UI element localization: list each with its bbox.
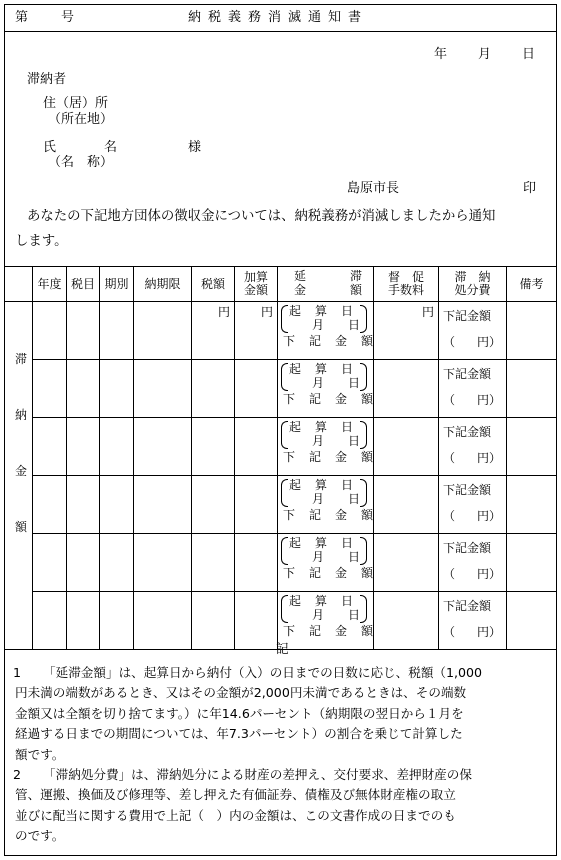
disp-paren-open: （ [443,567,456,581]
side-label-char: 納 [15,408,28,422]
note-line: 経過する日までの期間については、年7.3パーセント）の割合を乗じて計算した [15,726,463,742]
header-addition-l1: 加算 [243,270,268,284]
cell-due-date [134,302,192,360]
enc-start-date: 起 算 日 [289,362,355,376]
date-year: 年 [434,47,448,62]
header-demand-l2: 手数料 [387,283,424,297]
disp-paren-close: 円） [477,335,502,349]
cell-demand-fee [374,418,439,476]
disp-paren-open: （ [443,393,456,407]
cell-addition [235,302,278,360]
date-month: 月 [478,47,492,62]
doc-number-suffix: 号 [61,10,75,25]
cell-addition [235,360,278,418]
disp-paren-open: （ [443,625,456,639]
table-row [5,476,557,534]
cell-addition [235,476,278,534]
disp-amount-below: 下記金額 [443,541,492,555]
side-label-char: 滞 [15,352,28,366]
cell-year [33,592,67,650]
right-bracket [360,537,367,565]
cell-remarks [507,418,557,476]
note-line: 並びに配当に関する費用で上記（ ）内の金額は、この文書作成の日までのも [15,807,456,823]
seal-mark: 印 [523,181,537,196]
table-header-row [5,267,557,302]
cell-disposition-cost [439,476,507,534]
enc-amount-below: 下 記 金 額 [283,566,375,580]
disp-paren-close: 円） [477,567,502,581]
cell-remarks [507,302,557,360]
header-disp-l1: 滞 納 [454,270,491,284]
disp-paren-open: （ [443,335,456,349]
yen-unit: 円 [421,305,434,319]
cell-year [33,418,67,476]
header-due-date: 納期限 [134,267,192,302]
cell-delinquency [278,360,374,418]
cell-year [33,534,67,592]
notice-text-line1: あなたの下記地方団体の徴収金については、納税義務が消滅しましたから通知 [27,209,496,224]
enc-month-day: 月 日 [312,434,361,448]
cell-tax-item [67,592,100,650]
cell-delinquency [278,476,374,534]
header-demand-l1: 督 促 [387,270,424,284]
enc-month-day: 月 日 [312,550,361,564]
cell-installment [100,360,134,418]
header-delinq-2b: 額 [350,283,363,297]
notes-heading: 記 [276,641,289,656]
right-bracket [360,305,367,333]
header-installment: 期別 [100,267,134,302]
cell-year [33,360,67,418]
cell-delinquency [278,302,374,360]
cell-year [33,476,67,534]
cell-disposition-cost [439,418,507,476]
cell-tax-item [67,476,100,534]
note-line: 円未満の端数があるとき、又はその金額が2,000円未満であるときは、その端数 [15,685,467,701]
left-bracket [281,421,288,449]
cell-disposition-cost [439,534,507,592]
name-label-right: 名 [104,140,118,155]
note-line: 額です。 [15,746,65,762]
cell-addition [235,534,278,592]
cell-tax-amount [192,360,235,418]
enc-start-date: 起 算 日 [289,420,355,434]
header-blank [5,267,33,302]
delinquency-table [4,266,557,650]
issuer-name: 島原市長 [347,181,400,196]
document-title: 納税義務消滅通知書 [188,10,369,25]
right-bracket [360,421,367,449]
disp-paren-close: 円） [477,393,502,407]
header-year: 年度 [33,267,67,302]
left-bracket [281,537,288,565]
cell-installment [100,302,134,360]
note-number: 2 [13,767,22,782]
enc-start-date: 起 算 日 [289,478,355,492]
note-line: 管、運搬、換価及び修理等、差し押えた有価証券、債権及び無体財産権の取立 [15,787,456,803]
enc-amount-below: 下 記 金 額 [283,624,375,638]
cell-tax-item [67,418,100,476]
cell-tax-amount [192,534,235,592]
cell-year [33,302,67,360]
table-row [5,302,557,360]
header-delinq-1a: 延 [294,269,307,283]
enc-month-day: 月 日 [312,376,361,390]
enc-amount-below: 下 記 金 額 [283,334,375,348]
enc-month-day: 月 日 [312,492,361,506]
enc-amount-below: 下 記 金 額 [283,508,375,522]
cell-tax-amount [192,418,235,476]
header-row [5,5,556,32]
table-row [5,534,557,592]
left-bracket [281,595,288,623]
cell-due-date [134,360,192,418]
cell-remarks [507,534,557,592]
cell-disposition-cost [439,302,507,360]
enc-start-date: 起 算 日 [289,304,355,318]
cell-tax-amount [192,476,235,534]
disp-paren-close: 円） [477,509,502,523]
enc-start-date: 起 算 日 [289,594,355,608]
cell-demand-fee [374,592,439,650]
doc-number-prefix: 第 [15,10,29,25]
address-sub-label: （所在地） [48,112,114,127]
honorific: 様 [188,140,202,155]
disp-paren-open: （ [443,509,456,523]
address-label: 住（居）所 [43,96,109,111]
header-delinquency [278,267,374,302]
header-demand-fee [374,267,439,302]
disp-amount-below: 下記金額 [443,367,492,381]
addressee-role: 滞納者 [27,72,67,87]
disp-amount-below: 下記金額 [443,309,492,323]
header-addition [235,267,278,302]
cell-remarks [507,360,557,418]
note-line: 「滞納処分費」は、滞納処分による財産の差押え、交付要求、差押財産の保 [43,767,472,782]
cell-addition [235,592,278,650]
note-number: 1 [13,665,22,680]
cell-addition [235,418,278,476]
cell-remarks [507,592,557,650]
cell-due-date [134,418,192,476]
disp-paren-close: 円） [477,625,502,639]
name-label-left: 氏 [43,140,57,155]
cell-tax-amount [192,302,235,360]
yen-unit: 円 [260,305,273,319]
cell-tax-item [67,534,100,592]
notice-text-line2: します。 [15,234,68,249]
header-addition-l2: 金額 [243,283,268,297]
cell-demand-fee [374,534,439,592]
cell-demand-fee [374,360,439,418]
right-bracket [360,595,367,623]
cell-tax-item [67,360,100,418]
cell-installment [100,418,134,476]
disp-amount-below: 下記金額 [443,599,492,613]
cell-delinquency [278,418,374,476]
disp-paren-close: 円） [477,451,502,465]
date-day: 日 [522,47,536,62]
table-row [5,418,557,476]
notice-document [4,4,557,856]
note-line: のです。 [15,828,65,844]
left-bracket [281,363,288,391]
disp-paren-open: （ [443,451,456,465]
header-tax-item: 税目 [67,267,100,302]
disp-amount-below: 下記金額 [443,425,492,439]
cell-tax-amount [192,592,235,650]
cell-due-date [134,592,192,650]
cell-tax-item [67,302,100,360]
cell-demand-fee [374,476,439,534]
cell-installment [100,534,134,592]
enc-amount-below: 下 記 金 額 [283,450,375,464]
left-bracket [281,305,288,333]
right-bracket [360,479,367,507]
cell-installment [100,476,134,534]
cell-delinquency [278,534,374,592]
enc-amount-below: 下 記 金 額 [283,392,375,406]
cell-due-date [134,476,192,534]
cell-delinquency [278,592,374,650]
note-line: 「延滞金額」は、起算日から納付（入）の日までの日数に応じ、税額（1,000 [43,665,483,680]
header-tax-amount: 税額 [192,267,235,302]
cell-demand-fee [374,302,439,360]
enc-start-date: 起 算 日 [289,536,355,550]
right-bracket [360,363,367,391]
cell-due-date [134,534,192,592]
cell-remarks [507,476,557,534]
yen-unit: 円 [217,305,230,319]
header-delinq-2a: 金 [294,283,307,297]
table-row [5,360,557,418]
header-disp-l2: 処分費 [454,283,491,297]
header-delinq-1b: 滞 [350,269,363,283]
left-bracket [281,479,288,507]
header-disposition-cost [439,267,507,302]
cell-disposition-cost [439,360,507,418]
cell-disposition-cost [439,592,507,650]
disp-amount-below: 下記金額 [443,483,492,497]
side-label-char: 額 [15,520,28,534]
header-remarks: 備考 [507,267,557,302]
side-label-cell [5,302,33,650]
side-label-char: 金 [15,464,28,478]
enc-month-day: 月 日 [312,608,361,622]
note-line: 金額又は全額を切り捨てます。）に年14.6パーセント（納期限の翌日から１月を [15,705,464,721]
name-sub-label: （名 称） [48,155,114,170]
cell-installment [100,592,134,650]
enc-month-day: 月 日 [312,318,361,332]
